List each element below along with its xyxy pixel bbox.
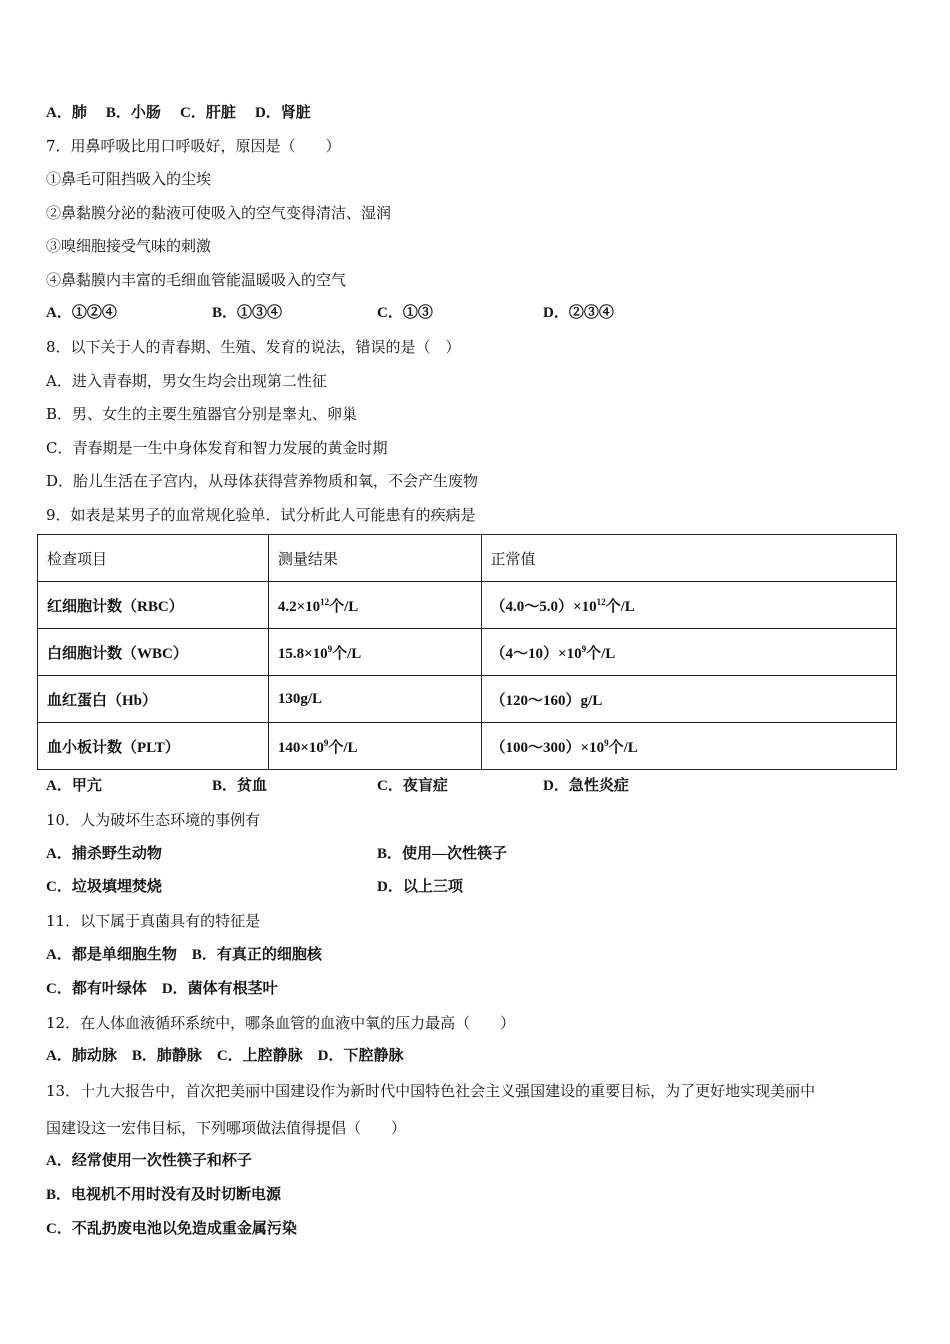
normal-base: （4.0～5.0）×10 [490,598,597,615]
result-exp: 12 [320,596,330,607]
result-base: 140×10 [277,739,324,756]
table-cell-normal [481,676,896,723]
q10-stem: 10．人为破坏生态环境的事例有 [46,811,261,829]
table-cell-result [268,676,481,723]
normal-base: （4～10）×10 [490,645,582,662]
normal-unit: 个/L [586,645,616,662]
q6-option-c: C．肝脏 [180,105,236,121]
q6-option-b: B．小肠 [105,105,161,121]
result-base: 15.8×10 [277,645,328,662]
result-base: 130g/L [277,690,322,707]
q9-option-c: C．夜盲症 [377,778,448,794]
normal-base: （120～160）g/L [490,692,603,709]
q11-stem: 11．以下属于真菌具有的特征是 [46,912,261,930]
q13-option-b: B．电视机不用时没有及时切断电源 [46,1187,282,1203]
table-cell-item [38,723,269,770]
q10-option-d: D．以上三项 [377,879,463,895]
table-row [38,629,897,676]
table-header-row [38,535,897,582]
table-cell-normal [481,723,896,770]
q10-option-c: C．垃圾填埋焚烧 [46,879,162,895]
normal-exp: 9 [604,737,609,748]
table-cell-item [38,582,269,629]
table-cell-normal [481,629,896,676]
q10-option-b: B．使用—次性筷子 [377,846,508,862]
q7-stem: 7．用鼻呼吸比用口呼吸好，原因是（ ） [46,137,341,155]
q13-stem-line-2: 国建设这一宏伟目标，下列哪项做法值得提倡（ ） [46,1119,407,1137]
table-cell-result [268,629,481,676]
result-unit: 个/L [328,739,358,756]
q9-option-d: D．急性炎症 [543,778,629,794]
result-exp: 9 [323,737,329,748]
item-label: 血小板计数（PLT） [47,739,180,756]
table-row [38,676,897,723]
q7-item-3: ③嗅细胞接受气味的刺激 [46,237,212,255]
result-base: 4.2×10 [277,598,321,615]
q6-option-d: D．肾脏 [254,105,311,121]
normal-exp: 9 [581,643,587,654]
q7-option-c: C．①③ [377,305,433,321]
item-label: 白细胞计数（WBC） [47,645,188,662]
table-row [38,723,897,770]
q9-stem: 9．如表是某男子的血常规化验单．试分析此人可能患有的疾病是 [46,506,476,524]
result-exp: 9 [327,643,333,654]
table-header-cell: 测量结果 [268,535,481,582]
q11-options-ab: A．都是单细胞生物 B．有真正的细胞核 [46,947,322,963]
table-cell-normal [481,582,896,629]
table-header-cell: 正常值 [481,535,896,582]
normal-base: （100～300）×10 [490,739,605,756]
q7-option-a: A．①②④ [46,305,117,321]
table-header-cell: 检查项目 [38,535,269,582]
q12-stem: 12．在人体血液循环系统中，哪条血管的血液中氧的压力最高（ ） [46,1014,516,1032]
normal-unit: 个/L [608,739,638,756]
q13-stem-line-1: 13．十九大报告中，首次把美丽中国建设作为新时代中国特色社会主义强国建设的重要目标，为了更好地实现美丽中 [46,1082,816,1100]
table-row [38,582,897,629]
q12-options: A．肺动脉 B．肺静脉 C．上腔静脉 D．下腔静脉 [46,1048,404,1064]
q7-option-b: B．①③④ [212,305,283,321]
table-cell-item [38,676,269,723]
q8-stem: 8．以下关于人的青春期、生殖、发育的说法，错误的是（ ） [46,338,461,356]
result-unit: 个/L [332,645,362,662]
q7-item-2: ②鼻黏膜分泌的黏液可使吸入的空气变得清洁、湿润 [46,204,392,222]
item-label: 血红蛋白（Hb） [47,692,158,709]
table-cell-result [268,582,481,629]
result-unit: 个/L [329,598,359,615]
q11-options-cd: C．都有叶绿体 D．菌体有根茎叶 [46,981,278,997]
table-cell-item [38,629,269,676]
q10-option-a: A．捕杀野生动物 [46,846,162,862]
q8-option-a: A．进入青春期，男女生均会出现第二性征 [46,372,327,390]
normal-exp: 12 [596,596,606,607]
blood-test-table [37,534,897,770]
table-cell-result [268,723,481,770]
q7-item-4: ④鼻黏膜内丰富的毛细血管能温暖吸入的空气 [46,271,347,289]
q9-option-a: A．甲亢 [46,778,102,794]
q7-option-d: D．②③④ [543,305,614,321]
q8-option-d: D．胎儿生活在子宫内，从母体获得营养物质和氧，不会产生废物 [46,472,479,490]
q7-item-1: ①鼻毛可阻挡吸入的尘埃 [46,170,212,188]
q8-option-b: B．男、女生的主要生殖器官分别是睾丸、卵巢 [46,405,358,423]
q6-options [46,102,311,123]
q13-option-c: C．不乱扔废电池以免造成重金属污染 [46,1221,297,1237]
q9-option-b: B．贫血 [212,778,268,794]
q13-option-a: A．经常使用一次性筷子和杯子 [46,1153,252,1169]
q8-option-c: C．青春期是一生中身体发育和智力发展的黄金时期 [46,439,388,457]
item-label: 红细胞计数（RBC） [47,598,184,615]
normal-unit: 个/L [605,598,635,615]
q6-option-a: A．肺 [46,105,87,121]
